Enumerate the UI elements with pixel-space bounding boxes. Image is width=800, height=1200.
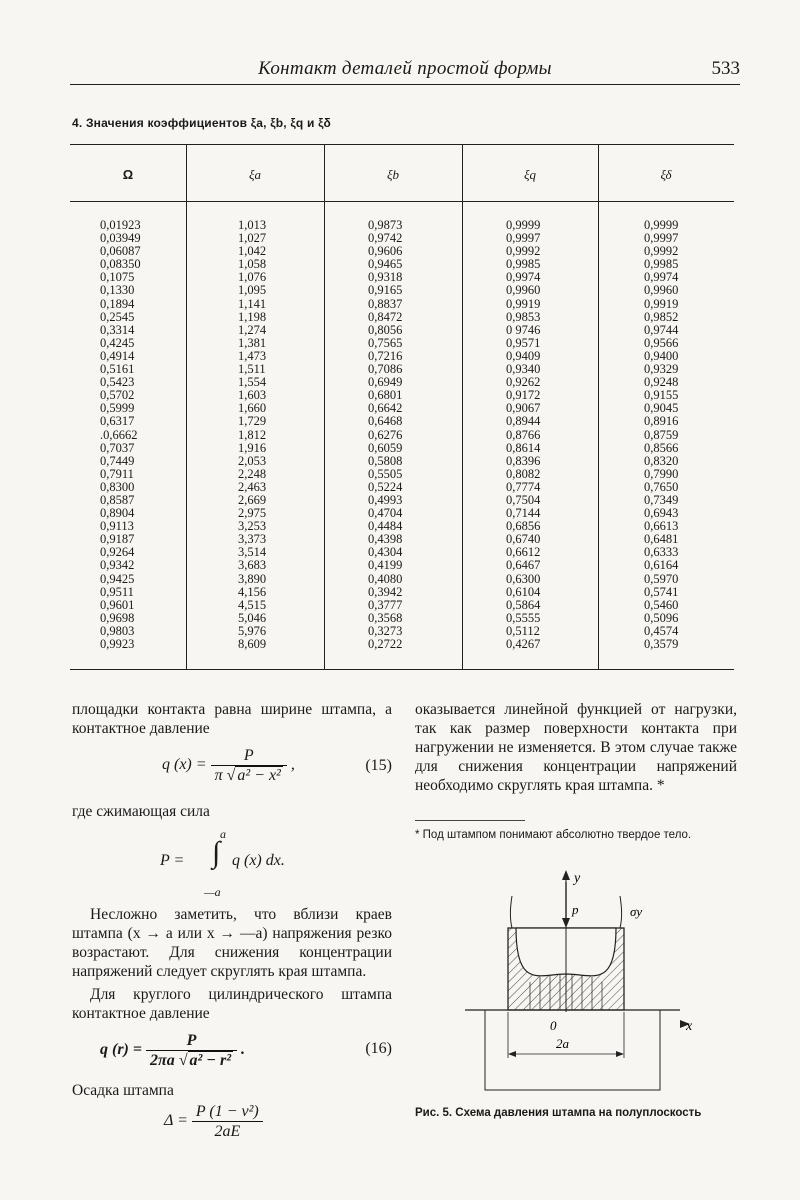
table-cell: 0,9601 xyxy=(100,597,135,612)
table-cell: 0,8944 xyxy=(506,414,541,429)
paragraph: Осадка штампа xyxy=(72,1082,174,1099)
table-cell: 0,5505 xyxy=(368,466,403,481)
table-cell: 0,8904 xyxy=(100,506,135,521)
table-cell: 0,5423 xyxy=(100,375,135,390)
integral-lower-limit: —a xyxy=(204,885,221,899)
table-cell: 0,7086 xyxy=(368,362,403,377)
column-header-omega: Ω xyxy=(122,167,134,182)
table-cell: 5,046 xyxy=(238,610,267,625)
formula-numerator: P (1 − ν²) xyxy=(192,1102,263,1122)
table-cell: 0,9803 xyxy=(100,623,135,638)
formula-numerator: P xyxy=(211,746,287,766)
table-cell: 1,013 xyxy=(238,218,267,232)
table-cell: 0,8300 xyxy=(100,479,135,494)
table-cell: 0,4704 xyxy=(368,506,403,521)
table-cell: 0,4199 xyxy=(368,558,403,573)
paragraph: оказывается линейной функцией от нагрузки, так как размер поверхности контакта при нагружении не изменяется. В этом случае также для снижения концентрации напряжений необходимо скруглять края штампа. * xyxy=(415,701,737,794)
table-cell: 0,5808 xyxy=(368,453,403,468)
table-cell: 0,5702 xyxy=(100,388,135,403)
y-axis-label: y xyxy=(574,871,581,886)
column-divider xyxy=(324,145,325,669)
table-cell: 1,729 xyxy=(238,414,267,429)
table-cell: 2,669 xyxy=(238,492,267,507)
table-cell: 0,5112 xyxy=(506,623,540,638)
running-title: Контакт деталей простой формы xyxy=(258,58,552,79)
table-cell: 0,9511 xyxy=(100,584,134,599)
table-cell: 0,7565 xyxy=(368,335,403,350)
table-cell: 0,6856 xyxy=(506,519,541,534)
table-cell: 1,141 xyxy=(238,296,267,311)
equation-number-15: (15) xyxy=(365,757,392,774)
table-cell: 0,9960 xyxy=(506,283,541,298)
table-cell: 0,7504 xyxy=(506,492,541,507)
table-cell: 0,9187 xyxy=(100,532,135,547)
running-head xyxy=(70,56,740,85)
table-cell: 4,515 xyxy=(238,597,267,612)
table-cell: 0,9698 xyxy=(100,610,135,625)
column-divider xyxy=(462,145,463,669)
table-cell: 0,8587 xyxy=(100,492,135,507)
table-cell: 0,9985 xyxy=(506,257,541,272)
column-divider xyxy=(598,145,599,669)
column-header-xi-q: ξq xyxy=(523,167,537,182)
column-xi-q-values xyxy=(506,219,540,651)
table-cell: 0,9067 xyxy=(506,401,541,416)
table-cell: 0,9742 xyxy=(368,231,403,246)
formula-pi: π xyxy=(214,767,223,784)
table-cell: 0,7911 xyxy=(100,466,134,481)
table-cell: 0,9985 xyxy=(644,257,679,272)
formula-lhs: q (x) = xyxy=(162,756,207,774)
table-cell: 1,076 xyxy=(238,270,267,285)
table-cell: 0,4304 xyxy=(368,545,403,560)
formula-lhs: q (r) = xyxy=(100,1041,142,1059)
table-cell: 0,7144 xyxy=(506,506,541,521)
coefficients-table xyxy=(70,144,734,670)
table-cell: 0,9853 xyxy=(506,309,541,324)
table-cell: 0,7037 xyxy=(100,440,135,455)
table-cell: 0,08350 xyxy=(100,257,141,272)
table-cell: 0,6943 xyxy=(644,506,679,521)
dimension-arrow-left-icon xyxy=(508,1051,516,1057)
table-cell: 1,554 xyxy=(238,375,267,390)
load-arrow-head-icon xyxy=(562,918,570,928)
table-cell: 0,5864 xyxy=(506,597,541,612)
width-label: 2a xyxy=(556,1036,569,1051)
table-cell: 0,9571 xyxy=(506,335,541,350)
column-header-xi-delta: ξδ xyxy=(660,167,672,182)
table-cell: 0,5970 xyxy=(644,571,679,586)
table-cell: 0,6059 xyxy=(368,440,403,455)
table-cell: 2,975 xyxy=(238,506,267,521)
table-cell: 0,8614 xyxy=(506,440,541,455)
paragraph: Для круглого цилиндрического штампа контактное давление xyxy=(72,986,392,1022)
table-cell: 3,683 xyxy=(238,558,267,573)
formula-15: q (x) = $\frac{P}{\text{π √ a² − x²}}$ , (15) xyxy=(162,747,392,784)
table-cell: 0,6276 xyxy=(368,427,403,442)
table-cell: 0,8566 xyxy=(644,440,679,455)
table-cell: 0,4574 xyxy=(644,623,679,638)
table-cell: 0,9425 xyxy=(100,571,135,586)
table-cell: 2,053 xyxy=(238,453,267,468)
table-cell: 1,042 xyxy=(238,244,267,259)
x-axis-label: x xyxy=(686,1019,693,1034)
table-cell: 3,253 xyxy=(238,519,267,534)
half-plane-outline xyxy=(485,1010,660,1090)
table-cell: 0,5460 xyxy=(644,597,679,612)
column-divider xyxy=(186,145,187,669)
table-cell: 0,7449 xyxy=(100,453,135,468)
table-cell: 1,812 xyxy=(238,427,267,442)
formula-lhs: P = xyxy=(160,852,185,869)
table-cell: 0,9329 xyxy=(644,362,679,377)
table-cell: 1,381 xyxy=(238,335,267,350)
table-cell: 0,9342 xyxy=(100,558,135,573)
table-cell: 0,5161 xyxy=(100,362,135,377)
table-cell: 0 9746 xyxy=(506,322,541,337)
column-xi-b-values xyxy=(368,219,402,651)
paragraph: Несложно заметить, что вблизи краев штампа (x → a или x → —a) напряжения резко возрастают. Для снижения концентрации напряжений следует скруглять края штампа. xyxy=(72,906,392,980)
table-cell: 0,3314 xyxy=(100,322,135,337)
formula-numerator: P xyxy=(146,1031,237,1051)
table-cell: 2,248 xyxy=(238,466,267,481)
table-cell: 0,9262 xyxy=(506,375,541,390)
table-cell: 0,9113 xyxy=(100,519,134,534)
table-cell: 0,8396 xyxy=(506,453,541,468)
table-cell: 0,6949 xyxy=(368,375,403,390)
table-cell: 1,274 xyxy=(238,322,267,337)
table-cell: 0,9165 xyxy=(368,283,403,298)
formula-16: q (r) = $\frac{P}{\text{2πa √ a² − r²}}$ . (16) xyxy=(100,1032,392,1069)
table-cell: 0,9960 xyxy=(644,283,679,298)
table-cell: 0,9340 xyxy=(506,362,541,377)
table-cell: 5,976 xyxy=(238,623,267,638)
table-cell: 0,9155 xyxy=(644,388,679,403)
table-cell: 0,9248 xyxy=(644,375,679,390)
table-cell: 0,06087 xyxy=(100,244,141,259)
table-cell: 0,1894 xyxy=(100,296,135,311)
column-header-xi-b: ξb xyxy=(386,167,400,182)
origin-label: 0 xyxy=(550,1018,557,1033)
table-cell: 1,603 xyxy=(238,388,267,403)
table-cell: 0,4993 xyxy=(368,492,403,507)
stress-label: σy xyxy=(630,904,643,919)
column-header-xi-a: ξa xyxy=(248,167,262,182)
table-cell: 0,6164 xyxy=(644,558,679,573)
table-cell: 0,8837 xyxy=(368,296,403,311)
table-cell: 0,9873 xyxy=(368,218,403,232)
table-cell: 0,4914 xyxy=(100,348,135,363)
table-caption: 4. Значения коэффициентов ξa, ξb, ξq и ξδ xyxy=(72,116,331,130)
table-cell: 8,609 xyxy=(238,637,267,651)
table-cell: 0,6300 xyxy=(506,571,541,586)
table-cell: 0,8320 xyxy=(644,453,679,468)
table-cell: 0,9744 xyxy=(644,322,679,337)
table-cell: 0,8759 xyxy=(644,427,679,442)
integral-upper-limit: a xyxy=(220,827,226,841)
table-cell: 1,473 xyxy=(238,348,267,363)
table-cell: 0,4484 xyxy=(368,519,403,534)
paragraph: где сжимающая сила xyxy=(72,803,210,820)
table-cell: 0,6740 xyxy=(506,532,541,547)
table-cell: 0,7216 xyxy=(368,348,403,363)
table-cell: 0,8766 xyxy=(506,427,541,442)
dimension-arrow-right-icon xyxy=(616,1051,624,1057)
table-cell: 0,3942 xyxy=(368,584,403,599)
table-cell: 1,511 xyxy=(238,362,266,377)
table-cell: 0,1075 xyxy=(100,270,135,285)
table-cell: 0,2722 xyxy=(368,637,403,651)
formula-prefix: 2πa xyxy=(150,1052,175,1069)
table-cell: 0,9852 xyxy=(644,309,679,324)
table-cell: 0,9409 xyxy=(506,348,541,363)
table-cell: 0,5741 xyxy=(644,584,679,599)
page-number: 533 xyxy=(711,58,740,79)
table-cell: 0,9172 xyxy=(506,388,541,403)
table-cell: 0,3568 xyxy=(368,610,403,625)
table-cell: 0,5224 xyxy=(368,479,403,494)
table-cell: 0,7349 xyxy=(644,492,679,507)
table-cell: 0,4267 xyxy=(506,637,541,651)
table-cell: 0,3777 xyxy=(368,597,403,612)
load-label: p xyxy=(572,902,579,917)
table-cell: 1,027 xyxy=(238,231,267,246)
table-cell: 0,6642 xyxy=(368,401,403,416)
right-edge-stress xyxy=(620,896,622,928)
table-cell: 1,198 xyxy=(238,309,267,324)
column-xi-delta-values xyxy=(644,219,678,651)
table-cell: 0,9318 xyxy=(368,270,403,285)
table-cell: 1,095 xyxy=(238,283,267,298)
table-cell: 0,9997 xyxy=(506,231,541,246)
table-cell: 0,9919 xyxy=(506,296,541,311)
formula-root: a² − x² xyxy=(237,767,281,784)
table-cell: 0,9974 xyxy=(644,270,679,285)
table-cell: 1,660 xyxy=(238,401,267,416)
table-cell: 0,8082 xyxy=(506,466,541,481)
figure-caption: Рис. 5. Схема давления штампа на полуплоскость xyxy=(415,1107,702,1119)
table-cell: 3,890 xyxy=(238,571,267,586)
table-cell: 1,916 xyxy=(238,440,267,455)
formula-denominator: 2aE xyxy=(214,1123,241,1140)
table-cell: 0,5555 xyxy=(506,610,541,625)
table-cell: 1,058 xyxy=(238,257,267,272)
formula-settlement xyxy=(72,1100,392,1150)
footnote-rule xyxy=(415,820,525,821)
formula-force xyxy=(72,821,392,905)
table-cell: 0,6104 xyxy=(506,584,541,599)
table-cell: 0,03949 xyxy=(100,231,141,246)
equation-number-16: (16) xyxy=(365,1040,392,1057)
table-cell: 3,514 xyxy=(238,545,267,560)
table-cell: 0,9400 xyxy=(644,348,679,363)
table-cell: .0,6662 xyxy=(100,427,138,442)
footnote: * Под штампом понимают абсолютно твердое тело. xyxy=(415,829,692,841)
table-cell: 0,3579 xyxy=(644,637,679,651)
table-cell: 0,9606 xyxy=(368,244,403,259)
table-cell: 0,9974 xyxy=(506,270,541,285)
formula-integrand: q (x) dx. xyxy=(232,852,285,869)
table-cell: 0,7990 xyxy=(644,466,679,481)
table-cell: 0,6801 xyxy=(368,388,403,403)
table-cell: 0,6317 xyxy=(100,414,135,429)
paragraph: площадки контакта равна ширине штампа, а контактное давление xyxy=(72,701,392,737)
left-text-column xyxy=(72,700,392,1150)
table-cell: 0,9923 xyxy=(100,637,135,651)
table-cell: 0,9264 xyxy=(100,545,135,560)
table-cell: 0,9919 xyxy=(644,296,679,311)
table-cell: 0,9997 xyxy=(644,231,679,246)
table-cell: 0,9045 xyxy=(644,401,679,416)
table-cell: 0,6333 xyxy=(644,545,679,560)
table-cell: 0,8056 xyxy=(368,322,403,337)
table-cell: 0,6613 xyxy=(644,519,679,534)
table-cell: 0,6612 xyxy=(506,545,541,560)
table-cell: 0,6467 xyxy=(506,558,541,573)
table-cell: 0,8916 xyxy=(644,414,679,429)
table-cell: 0,9992 xyxy=(644,244,679,259)
table-cell: 0,3273 xyxy=(368,623,403,638)
table-cell: 0,9465 xyxy=(368,257,403,272)
table-cell: 0,9999 xyxy=(506,218,541,232)
table-cell: 0,5096 xyxy=(644,610,679,625)
table-cell: 0,9999 xyxy=(644,218,679,232)
left-edge-stress xyxy=(511,896,513,928)
y-axis-arrow-icon xyxy=(562,870,570,880)
formula-lhs: Δ = xyxy=(164,1112,188,1130)
table-cell: 0,7774 xyxy=(506,479,541,494)
right-text-column xyxy=(415,700,737,795)
column-omega-values xyxy=(100,219,141,651)
table-cell: 0,6468 xyxy=(368,414,403,429)
table-cell: 0,4245 xyxy=(100,335,135,350)
table-cell: 0,2545 xyxy=(100,309,135,324)
table-cell: 0,4398 xyxy=(368,532,403,547)
table-cell: 0,4080 xyxy=(368,571,403,586)
table-cell: 0,8472 xyxy=(368,309,403,324)
table-cell: 0,1330 xyxy=(100,283,135,298)
table-cell: 0,5999 xyxy=(100,401,135,416)
table-cell: 0,7650 xyxy=(644,479,679,494)
integral-icon: ∫ xyxy=(212,836,221,869)
column-xi-a-values xyxy=(238,219,266,651)
table-cell: 0,01923 xyxy=(100,218,141,232)
punch-pressure-diagram xyxy=(450,862,730,1102)
table-cell: 3,373 xyxy=(238,532,267,547)
formula-root: a² − r² xyxy=(189,1052,232,1069)
table-cell: 2,463 xyxy=(238,479,267,494)
table-cell: 0,6481 xyxy=(644,532,679,547)
table-cell: 0,9992 xyxy=(506,244,541,259)
table-cell: 4,156 xyxy=(238,584,267,599)
table-cell: 0,9566 xyxy=(644,335,679,350)
